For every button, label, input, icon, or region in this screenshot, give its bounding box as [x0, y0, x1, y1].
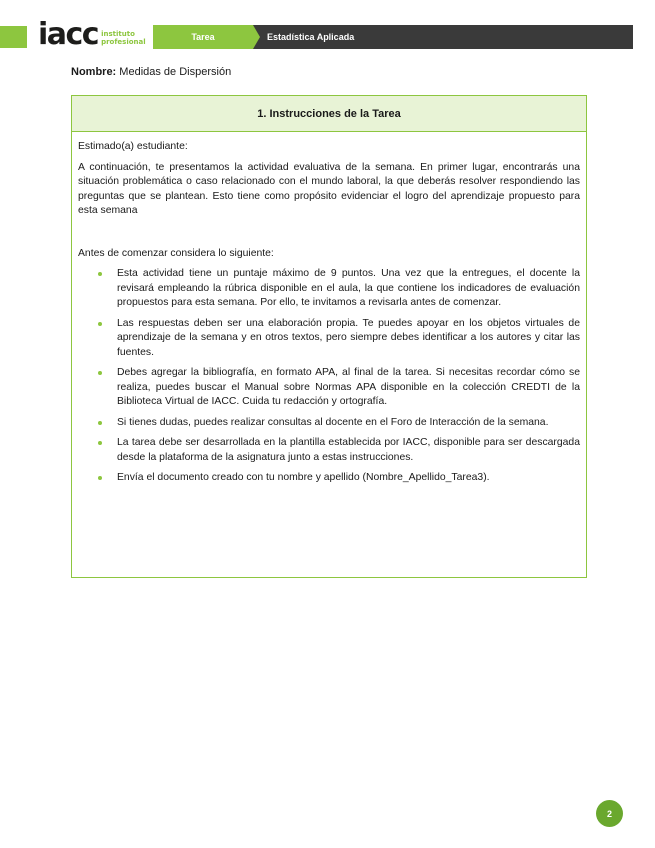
list-item: La tarea debe ser desarrollada en la plantilla establecida por IACC, disponible para ser descargada desde la plataforma de la asignatura junto a estas instrucciones.: [117, 436, 580, 465]
list-item: Esta actividad tiene un puntaje máximo de 9 puntos. Una vez que la entregues, el docente la revisará empleando la rúbrica disponible en el aula, la que contiene los indicadores de evaluación propuestos para esta semana. Por ello, te invitamos a revisarla antes de comenzar.: [117, 267, 580, 311]
logo-sub-line1: instituto: [101, 30, 135, 38]
list-item: Envía el documento creado con tu nombre y apellido (Nombre_Apellido_Tarea3).: [117, 471, 580, 486]
intro-paragraph: A continuación, te presentamos la actividad evaluativa de la semana. En primer lugar, encontrarás una situación problemática o caso relacionado con el mundo laboral, la que deberás resolver respondiendo las preguntas que se plantean. Esto tiene como propósito evidenciar el logro del aprendizaje propuesto para esta semana: [78, 161, 580, 216]
document-name-line: [71, 66, 231, 78]
instructions-body: [72, 132, 586, 486]
greeting: Estimado(a) estudiante:: [78, 141, 188, 152]
instructions-box: [71, 95, 587, 578]
list-item: Si tienes dudas, puedes realizar consultas al docente en el Foro de Interacción de la semana.: [117, 416, 580, 431]
list-item: Debes agregar la bibliografía, en formato APA, al final de la tarea. Si necesitas recordar cómo se realiza, puedes buscar el Manual sobre Normas APA disponible en la colección CREDTI de la Biblioteca Virtual de IACC. Cuida tu redacción y ortografía.: [117, 366, 580, 410]
course-title: Estadística Aplicada: [253, 25, 633, 49]
logo-sub-line2: profesional: [101, 37, 146, 46]
tab-tarea: Tarea: [153, 25, 253, 49]
list-item: Las respuestas deben ser una elaboración propia. Te puedes apoyar en los objetos virtuales de aprendizaje de la semana y en otros textos, pero siempre debes identificar a los autores y citar las fuentes.: [117, 317, 580, 361]
rules-list: [78, 267, 580, 486]
iacc-logo: [38, 17, 146, 52]
instructions-title: 1. Instrucciones de la Tarea: [72, 96, 586, 132]
tab-arrow-icon: [253, 25, 260, 49]
page-number: 2: [596, 800, 623, 827]
nombre-value: Medidas de Dispersión: [119, 66, 232, 78]
brand-square: [0, 26, 27, 48]
page-header: [0, 17, 633, 52]
nombre-label: Nombre:: [71, 66, 117, 78]
spacer: [78, 225, 580, 247]
logo-word: iacc: [38, 17, 99, 52]
before-start: Antes de comenzar considera lo siguiente:: [78, 247, 274, 259]
logo-subtitle: [101, 31, 146, 46]
